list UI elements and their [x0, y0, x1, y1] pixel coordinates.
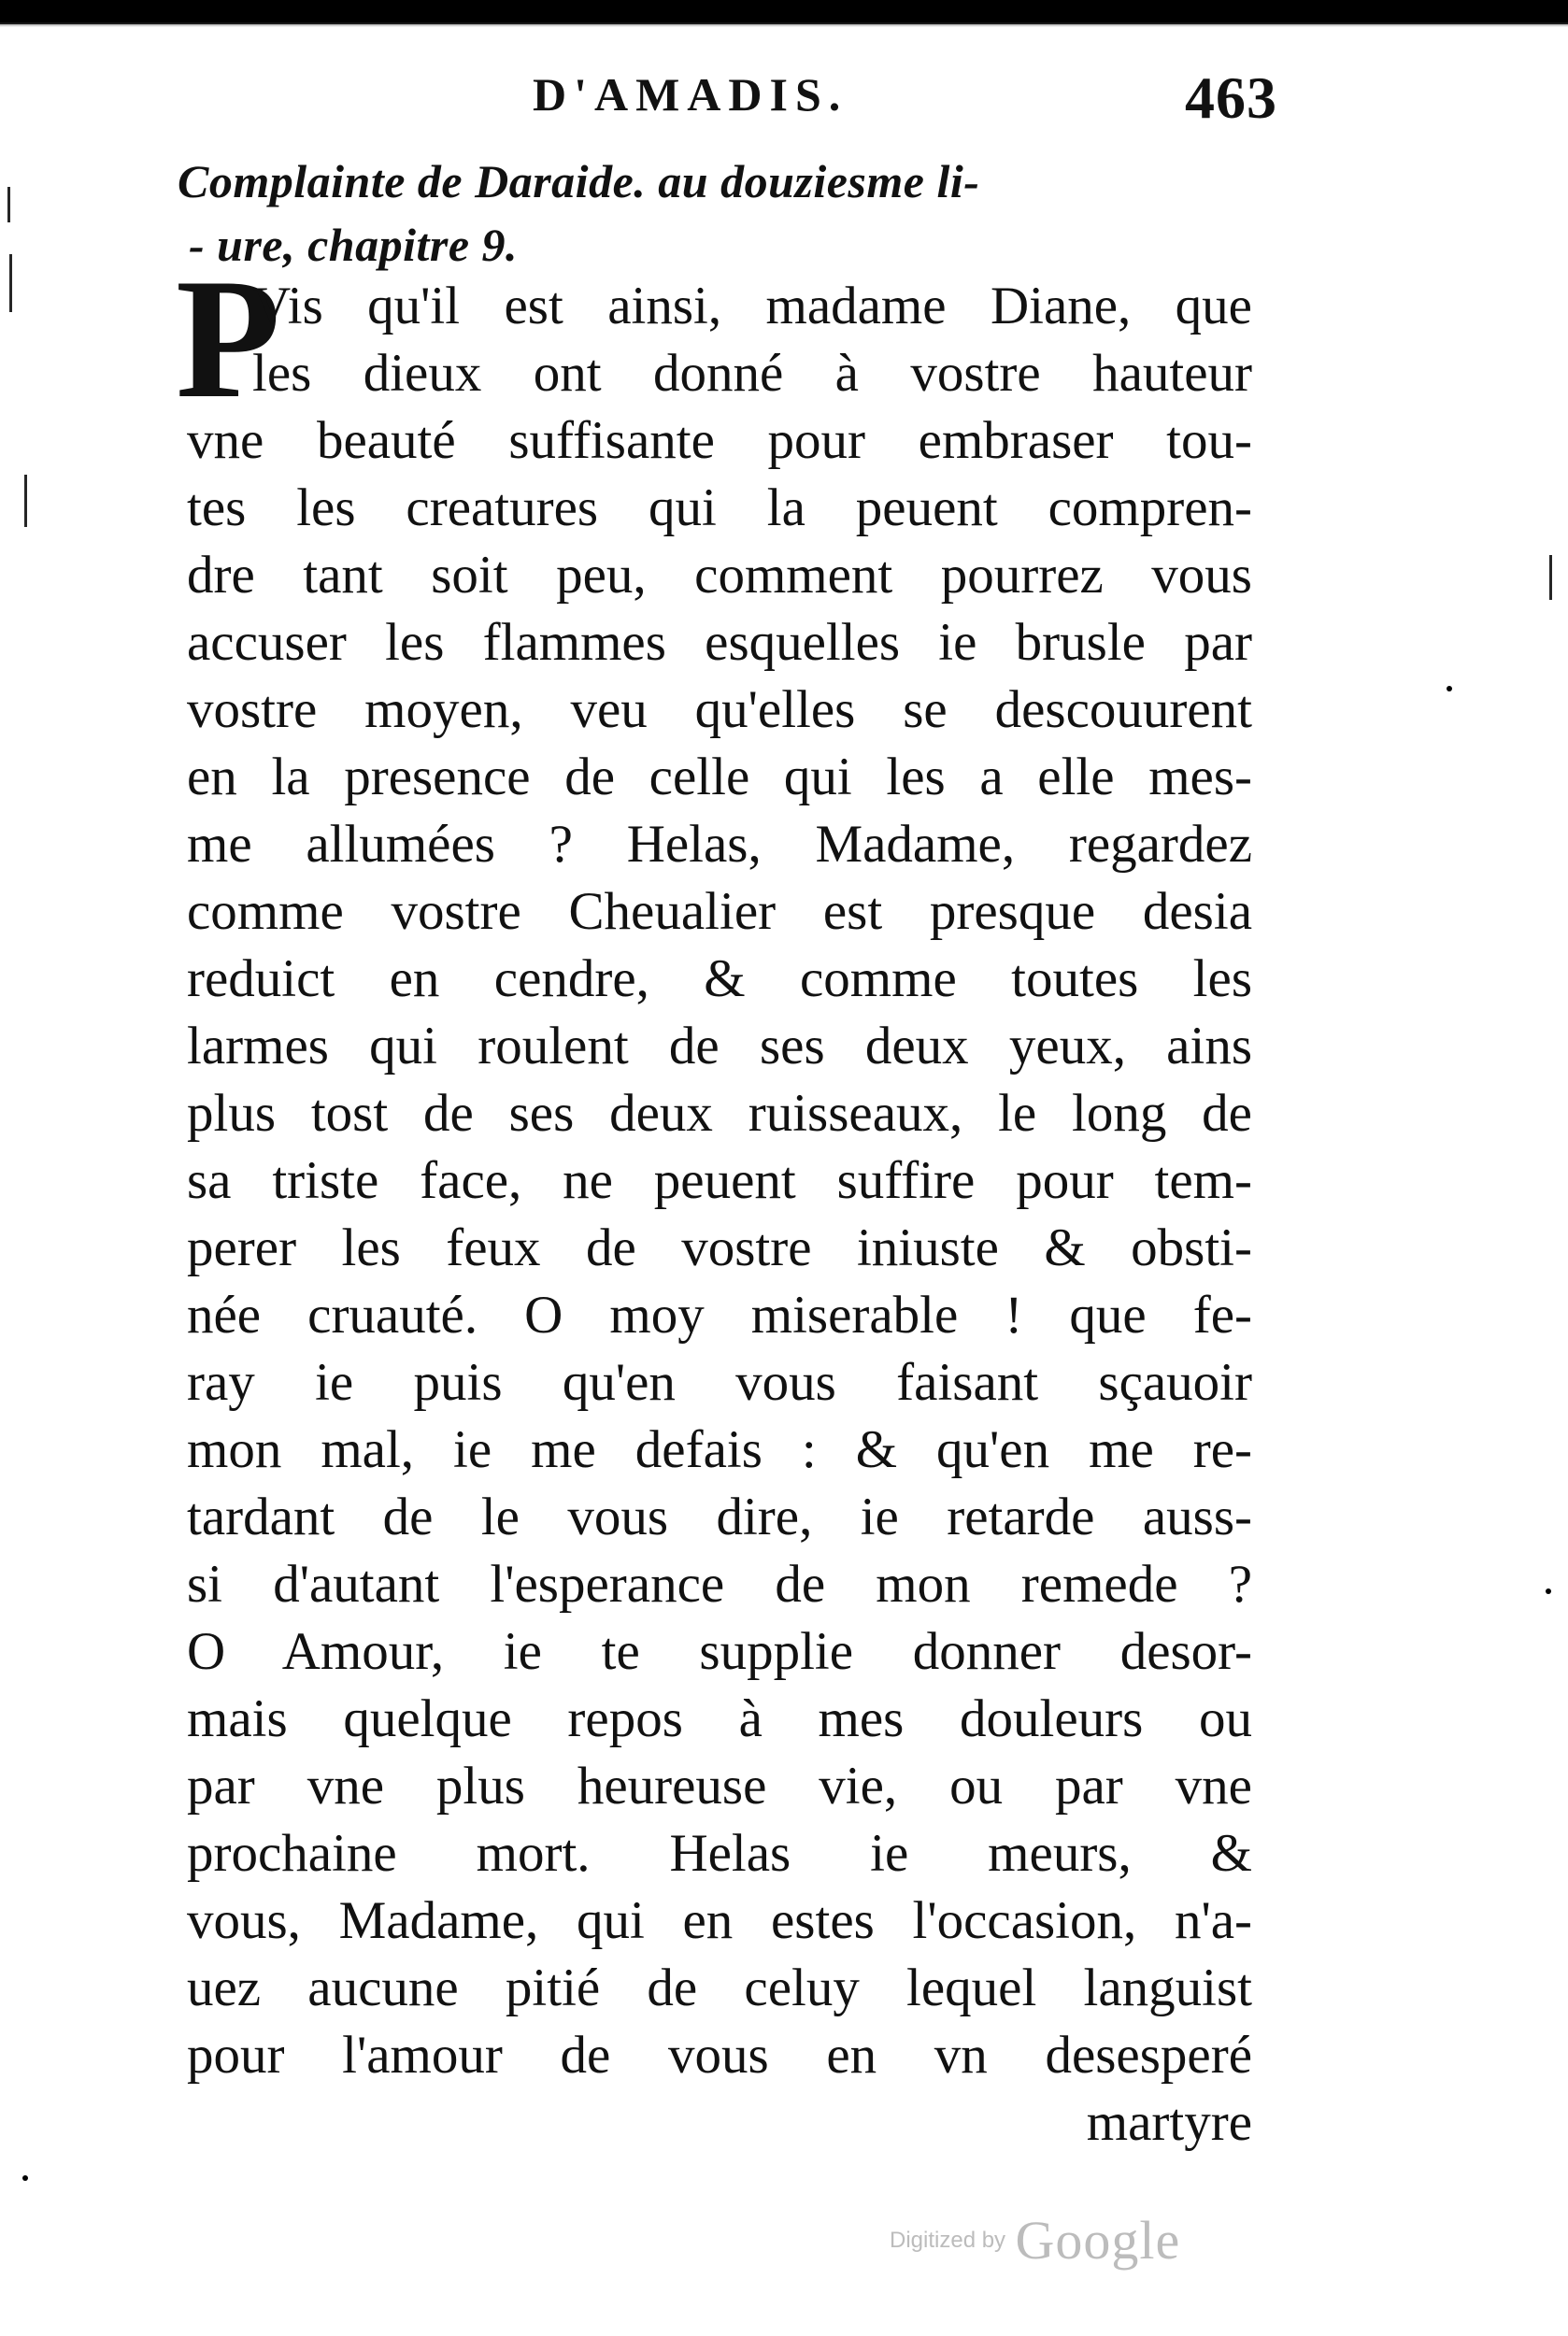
body-line: mon mal, ie me defais : & qu'en me re- — [187, 1420, 1252, 1479]
watermark-brand: Google — [1015, 2210, 1181, 2271]
body-line: reduict en cendre, & comme toutes les — [187, 949, 1252, 1008]
body-line: Vis qu'il est ainsi, madame Diane, que — [252, 277, 1252, 335]
body-line: vous, Madame, qui en estes l'occasion, n'a- — [187, 1891, 1252, 1950]
scan-mark — [7, 187, 10, 222]
body-line: prochaine mort. Helas ie meurs, & — [187, 1824, 1252, 1883]
body-line: mais quelque repos à mes douleurs ou — [187, 1689, 1252, 1748]
running-head: D'AMADIS. — [533, 68, 848, 121]
body-line: me allumées ? Helas, Madame, regardez — [187, 815, 1252, 874]
body-line: tes les creatures qui la peuent compren- — [187, 478, 1252, 537]
page-number: 463 — [1185, 64, 1277, 131]
body-line: vne beauté suffisante pour embraser tou- — [187, 411, 1252, 470]
body-line: les dieux ont donné à vostre hauteur — [252, 344, 1252, 403]
scan-top-edge — [0, 0, 1568, 24]
body-line: par vne plus heureuse vie, ou par vne — [187, 1757, 1252, 1816]
google-watermark — [890, 2209, 1180, 2272]
scan-mark — [9, 254, 12, 312]
body-line: tardant de le vous dire, ie retarde auss- — [187, 1488, 1252, 1546]
body-line: accuser les flammes esquelles ie brusle par — [187, 613, 1252, 672]
body-line: née cruauté. O moy miserable ! que fe- — [187, 1286, 1252, 1345]
heading-line-1: Complainte de Daraide. au douziesme li- — [178, 155, 980, 207]
body-line: vostre moyen, veu qu'elles se descouurent — [187, 680, 1252, 739]
body-line: pour l'amour de vous en vn desesperé — [187, 2026, 1252, 2085]
catchword: martyre — [1086, 2093, 1252, 2152]
body-line: si d'autant l'esperance de mon remede ? — [187, 1555, 1252, 1614]
chapter-heading — [178, 150, 1196, 277]
scan-mark — [24, 475, 27, 527]
scan-speck — [1447, 686, 1452, 691]
body-line: comme vostre Cheualier est presque desia — [187, 882, 1252, 941]
body-line: plus tost de ses deux ruisseaux, le long de — [187, 1084, 1252, 1143]
body-line: sa triste face, ne peuent suffire pour tem- — [187, 1151, 1252, 1210]
watermark-prefix: Digitized by — [890, 2227, 1006, 2253]
body-line: O Amour, ie te supplie donner desor- — [187, 1622, 1252, 1681]
scan-mark — [1549, 555, 1552, 600]
body-line: dre tant soit peu, comment pourrez vous — [187, 546, 1252, 605]
scan-speck — [22, 2175, 28, 2181]
drop-cap: P — [176, 243, 281, 434]
body-line: uez aucune pitié de celuy lequel languist — [187, 1959, 1252, 2017]
body-line: en la presence de celle qui les a elle mes- — [187, 748, 1252, 806]
scan-speck — [1546, 1588, 1551, 1594]
body-line: ray ie puis qu'en vous faisant sçauoir — [187, 1353, 1252, 1412]
body-line: larmes qui roulent de ses deux yeux, ains — [187, 1017, 1252, 1075]
body-line: perer les feux de vostre iniuste & obsti- — [187, 1218, 1252, 1277]
heading-line-2: - ure, chapitre 9. — [189, 219, 519, 271]
